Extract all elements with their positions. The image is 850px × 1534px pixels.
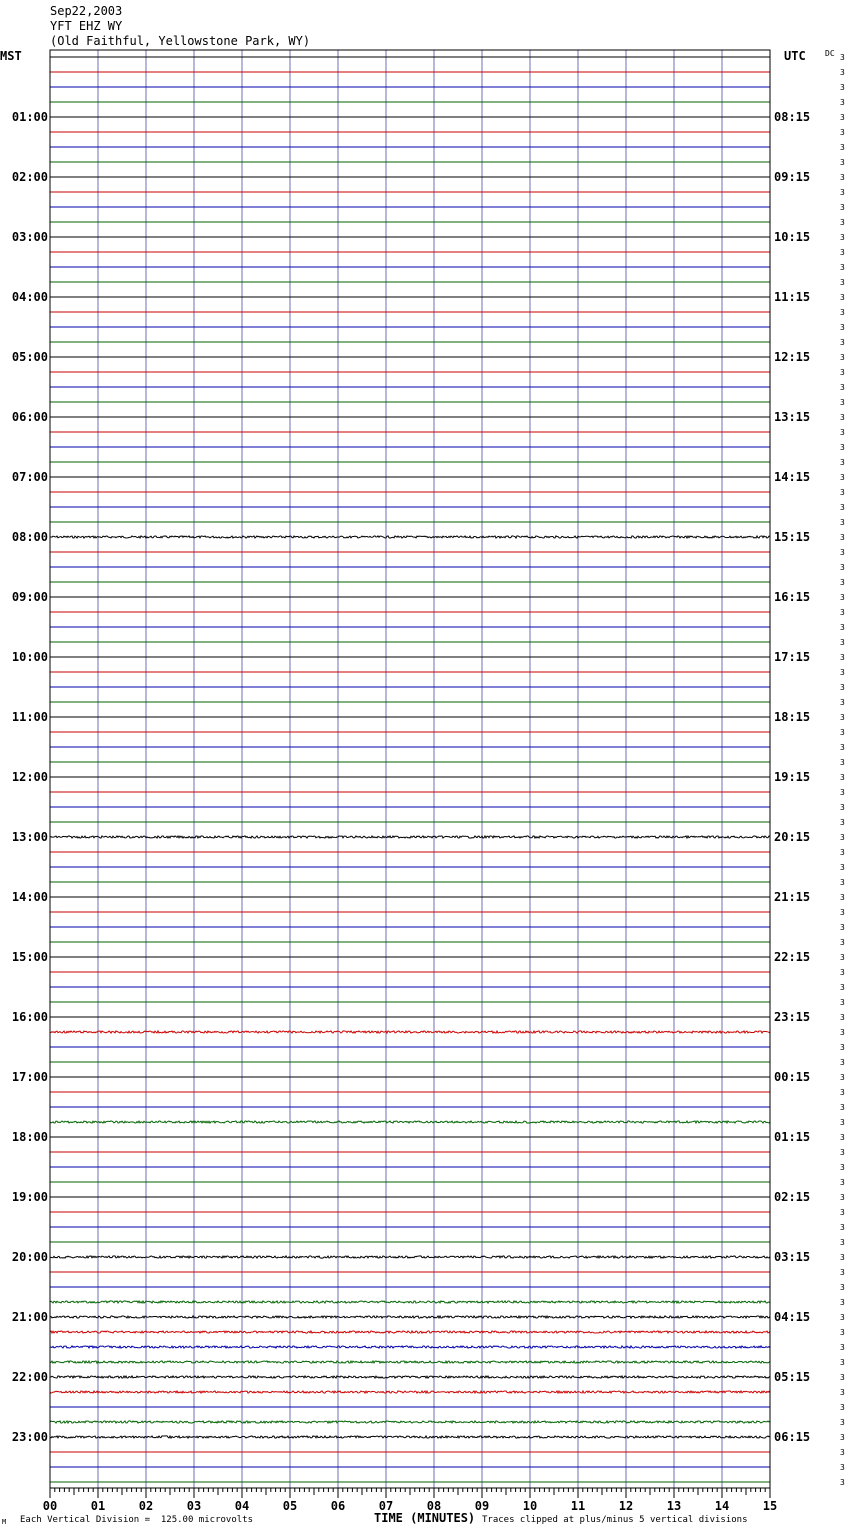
utc-hour-label: 09:15 (774, 170, 811, 184)
x-tick-label: 13 (666, 1499, 682, 1513)
dc-value: 3 (840, 1073, 845, 1082)
utc-hour-label: 16:15 (774, 590, 811, 604)
utc-hour-label: 18:15 (774, 710, 811, 724)
trace-row-86 (50, 1346, 770, 1348)
dc-value: 3 (840, 443, 845, 452)
dc-value: 3 (840, 473, 845, 482)
dc-value: 3 (840, 848, 845, 857)
mst-hour-label: 20:00 (11, 1250, 48, 1264)
dc-value: 3 (840, 548, 845, 557)
dc-value: 3 (840, 353, 845, 362)
header-station: YFT EHZ WY (50, 19, 123, 33)
trace-row-89 (50, 1391, 770, 1393)
utc-hour-label: 13:15 (774, 410, 811, 424)
mst-hour-label: 16:00 (11, 1010, 48, 1024)
dc-value: 3 (840, 1433, 845, 1442)
dc-value: 3 (840, 68, 845, 77)
utc-hour-label: 08:15 (774, 110, 811, 124)
dc-value: 3 (840, 623, 845, 632)
trace-row-32 (50, 536, 770, 538)
dc-value: 3 (840, 908, 845, 917)
dc-value: 3 (840, 1163, 845, 1172)
dc-value: 3 (840, 278, 845, 287)
dc-value: 3 (840, 203, 845, 212)
trace-row-87 (50, 1361, 770, 1363)
trace-row-71 (50, 1121, 770, 1123)
dc-value: 3 (840, 998, 845, 1007)
x-tick-label: 14 (714, 1499, 730, 1513)
dc-value: 3 (840, 248, 845, 257)
dc-value: 3 (840, 923, 845, 932)
mst-hour-label: 12:00 (11, 770, 48, 784)
mst-hour-label: 17:00 (11, 1070, 48, 1084)
x-tick-label: 05 (282, 1499, 298, 1513)
dc-value: 3 (840, 1148, 845, 1157)
right-timezone-label: UTC (784, 49, 806, 63)
x-tick-label: 01 (90, 1499, 106, 1513)
dc-value: 3 (840, 563, 845, 572)
trace-row-83 (50, 1301, 770, 1303)
x-axis-label: TIME (MINUTES) (374, 1511, 476, 1525)
dc-value: 3 (840, 323, 845, 332)
trace-row-65 (50, 1031, 770, 1033)
dc-value: 3 (840, 983, 845, 992)
dc-value: 3 (840, 113, 845, 122)
dc-value: 3 (840, 953, 845, 962)
header-date: Sep22,2003 (50, 4, 123, 18)
dc-value: 3 (840, 818, 845, 827)
mst-hour-label: 10:00 (11, 650, 48, 664)
dc-value: 3 (840, 1463, 845, 1472)
dc-value: 3 (840, 773, 845, 782)
mst-hour-label: 08:00 (11, 530, 48, 544)
dc-value: 3 (840, 803, 845, 812)
utc-hour-label: 06:15 (774, 1430, 811, 1444)
dc-value: 3 (840, 1028, 845, 1037)
utc-hour-label: 21:15 (774, 890, 811, 904)
utc-hour-label: 12:15 (774, 350, 811, 364)
utc-hour-label: 22:15 (774, 950, 811, 964)
dc-value: 3 (840, 1403, 845, 1412)
dc-value: 3 (840, 413, 845, 422)
dc-value: 3 (840, 1313, 845, 1322)
dc-value: 3 (840, 263, 845, 272)
left-timezone-label: MST (0, 49, 22, 63)
dc-value: 3 (840, 1268, 845, 1277)
mst-hour-label: 19:00 (11, 1190, 48, 1204)
dc-value: 3 (840, 1478, 845, 1487)
dc-value: 3 (840, 833, 845, 842)
dc-value: 3 (840, 1178, 845, 1187)
dc-value: 3 (840, 1388, 845, 1397)
dc-value: 3 (840, 578, 845, 587)
dc-value: 3 (840, 53, 845, 62)
trace-row-92 (50, 1436, 770, 1438)
mst-hour-label: 09:00 (11, 590, 48, 604)
dc-value: 3 (840, 1358, 845, 1367)
dc-value: 3 (840, 383, 845, 392)
dc-value: 3 (840, 233, 845, 242)
trace-row-52 (50, 836, 770, 838)
dc-value: 3 (840, 713, 845, 722)
dc-value: 3 (840, 743, 845, 752)
mst-hour-label: 04:00 (11, 290, 48, 304)
utc-hour-label: 15:15 (774, 530, 811, 544)
utc-hour-label: 14:15 (774, 470, 811, 484)
dc-value: 3 (840, 428, 845, 437)
dc-value: 3 (840, 308, 845, 317)
dc-value: 3 (840, 1103, 845, 1112)
dc-value: 3 (840, 1328, 845, 1337)
utc-hour-label: 05:15 (774, 1370, 811, 1384)
dc-value: 3 (840, 1253, 845, 1262)
dc-value: 3 (840, 338, 845, 347)
trace-row-85 (50, 1331, 770, 1333)
dc-value: 3 (840, 503, 845, 512)
dc-value: 3 (840, 668, 845, 677)
x-tick-label: 09 (474, 1499, 490, 1513)
dc-value: 3 (840, 98, 845, 107)
x-tick-label: 00 (42, 1499, 58, 1513)
mst-hour-label: 03:00 (11, 230, 48, 244)
dc-value: 3 (840, 878, 845, 887)
dc-value: 3 (840, 1238, 845, 1247)
dc-value: 3 (840, 1013, 845, 1022)
x-tick-label: 12 (618, 1499, 634, 1513)
x-tick-label: 02 (138, 1499, 154, 1513)
dc-value: 3 (840, 1343, 845, 1352)
dc-value: 3 (840, 458, 845, 467)
dc-value: 3 (840, 533, 845, 542)
dc-value: 3 (840, 893, 845, 902)
utc-hour-label: 11:15 (774, 290, 811, 304)
dc-value: 3 (840, 968, 845, 977)
dc-value: 3 (840, 1283, 845, 1292)
utc-hour-label: 03:15 (774, 1250, 811, 1264)
x-tick-label: 08 (426, 1499, 442, 1513)
dc-label: DC (825, 49, 835, 58)
dc-value: 3 (840, 1418, 845, 1427)
header-location: (Old Faithful, Yellowstone Park, WY) (50, 34, 311, 48)
x-tick-label: 04 (234, 1499, 250, 1513)
utc-hour-label: 00:15 (774, 1070, 811, 1084)
dc-value: 3 (840, 1088, 845, 1097)
dc-value: 3 (840, 173, 845, 182)
trace-row-91 (50, 1421, 770, 1423)
dc-value: 3 (840, 683, 845, 692)
dc-value: 3 (840, 758, 845, 767)
utc-hour-label: 04:15 (774, 1310, 811, 1324)
dc-value: 3 (840, 653, 845, 662)
utc-hour-label: 19:15 (774, 770, 811, 784)
mst-hour-label: 11:00 (11, 710, 48, 724)
x-tick-label: 03 (186, 1499, 202, 1513)
x-tick-label: 07 (378, 1499, 394, 1513)
x-tick-label: 11 (570, 1499, 586, 1513)
mst-hour-label: 01:00 (11, 110, 48, 124)
utc-hour-label: 02:15 (774, 1190, 811, 1204)
dc-value: 3 (840, 638, 845, 647)
mst-hour-label: 23:00 (11, 1430, 48, 1444)
dc-value: 3 (840, 218, 845, 227)
dc-value: 3 (840, 368, 845, 377)
scale-note: Each Vertical Division = 125.00 microvolts (20, 1515, 253, 1525)
dc-value: 3 (840, 1043, 845, 1052)
x-tick-label: 06 (330, 1499, 346, 1513)
dc-value: 3 (840, 1298, 845, 1307)
dc-value: 3 (840, 83, 845, 92)
dc-value: 3 (840, 398, 845, 407)
utc-hour-label: 01:15 (774, 1130, 811, 1144)
x-tick-label: 10 (522, 1499, 538, 1513)
dc-value: 3 (840, 1058, 845, 1067)
clip-note: Traces clipped at plus/minus 5 vertical divisions (482, 1515, 748, 1525)
x-tick-label: 15 (762, 1499, 778, 1513)
mst-hour-label: 15:00 (11, 950, 48, 964)
dc-value: 3 (840, 158, 845, 167)
mst-hour-label: 05:00 (11, 350, 48, 364)
trace-row-88 (50, 1376, 770, 1378)
dc-value: 3 (840, 1133, 845, 1142)
dc-value: 3 (840, 1118, 845, 1127)
dc-value: 3 (840, 128, 845, 137)
dc-value: 3 (840, 488, 845, 497)
mst-hour-label: 13:00 (11, 830, 48, 844)
dc-value: 3 (840, 698, 845, 707)
dc-value: 3 (840, 608, 845, 617)
dc-value: 3 (840, 938, 845, 947)
corner-mark: M (2, 1518, 7, 1526)
dc-value: 3 (840, 788, 845, 797)
dc-value: 3 (840, 593, 845, 602)
dc-value: 3 (840, 1373, 845, 1382)
dc-value: 3 (840, 293, 845, 302)
trace-row-84 (50, 1316, 770, 1318)
mst-hour-label: 02:00 (11, 170, 48, 184)
utc-hour-label: 23:15 (774, 1010, 811, 1024)
utc-hour-label: 20:15 (774, 830, 811, 844)
dc-value: 3 (840, 1208, 845, 1217)
dc-value: 3 (840, 863, 845, 872)
mst-hour-label: 18:00 (11, 1130, 48, 1144)
mst-hour-label: 21:00 (11, 1310, 48, 1324)
dc-value: 3 (840, 143, 845, 152)
mst-hour-label: 07:00 (11, 470, 48, 484)
dc-value: 3 (840, 1193, 845, 1202)
utc-hour-label: 17:15 (774, 650, 811, 664)
dc-value: 3 (840, 1223, 845, 1232)
dc-value: 3 (840, 1448, 845, 1457)
mst-hour-label: 22:00 (11, 1370, 48, 1384)
trace-row-80 (50, 1256, 770, 1258)
dc-value: 3 (840, 728, 845, 737)
dc-value: 3 (840, 188, 845, 197)
utc-hour-label: 10:15 (774, 230, 811, 244)
dc-value: 3 (840, 518, 845, 527)
mst-hour-label: 06:00 (11, 410, 48, 424)
mst-hour-label: 14:00 (11, 890, 48, 904)
